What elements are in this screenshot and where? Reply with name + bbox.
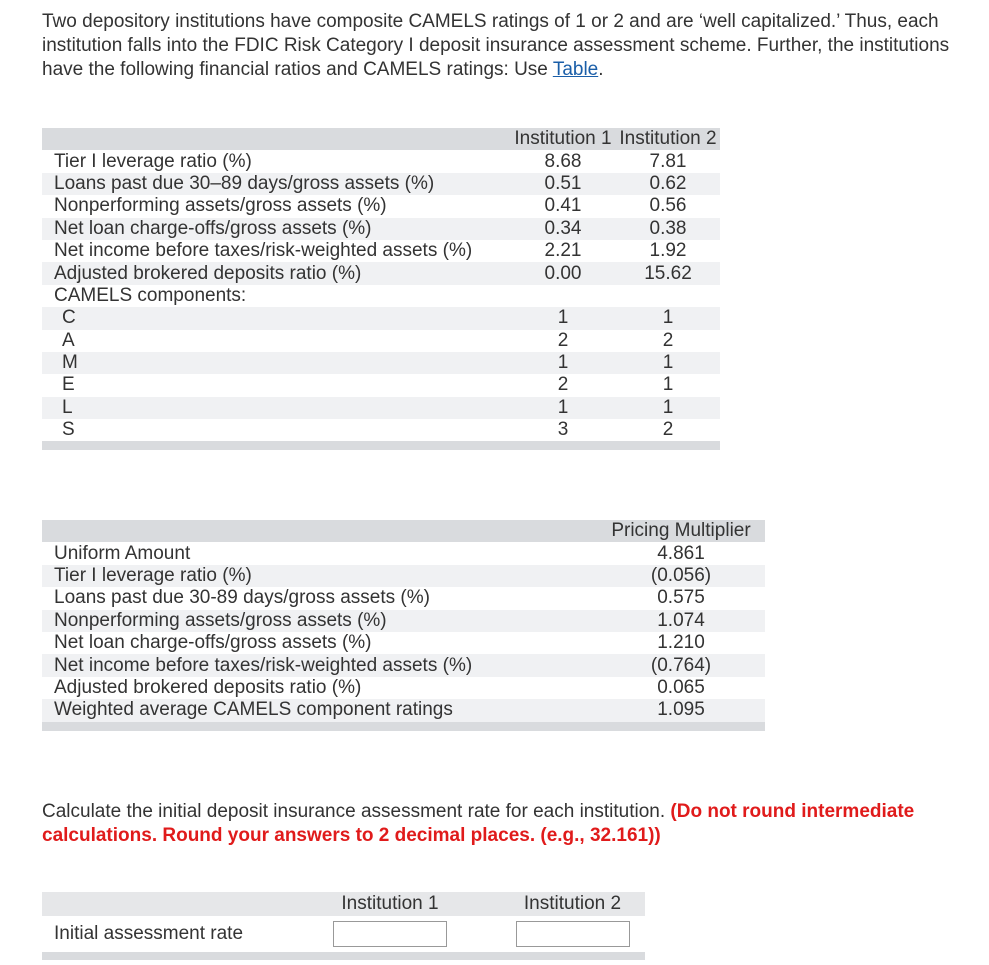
row-label: Nonperforming assets/gross assets (%) <box>54 195 387 217</box>
row-label: CAMELS components: <box>54 284 247 306</box>
answer-header-institution-2: Institution 2 <box>510 892 635 916</box>
row-label: Loans past due 30-89 days/gross assets (%) <box>54 587 430 609</box>
institution-2-value: 7.81 <box>649 150 687 172</box>
header-blank <box>42 520 597 542</box>
table-row <box>42 374 720 396</box>
table-row <box>42 218 720 240</box>
rounding-instructions: (Do not round intermediate calculations. Round your answers to 2 decimal places. (e.g., 32.161)) <box>42 801 915 846</box>
camels-letter: L <box>42 397 510 419</box>
row-label: Net loan charge-offs/gross assets (%) <box>54 632 372 654</box>
table-row <box>42 610 765 632</box>
institution-2-value: 0.56 <box>649 195 687 217</box>
institution-2-value: 1 <box>616 397 720 419</box>
institution-1-value: 0.41 <box>544 195 582 217</box>
institution-1-value: 1 <box>510 352 616 374</box>
table-header-row <box>42 520 765 542</box>
header-blank <box>42 128 510 150</box>
row-label: Net income before taxes/risk-weighted assets (%) <box>54 240 473 262</box>
institution-1-value: 0.00 <box>510 262 616 284</box>
table-row <box>42 330 720 352</box>
camels-letter: C <box>42 307 510 329</box>
table-header-row <box>42 128 720 150</box>
answer-table <box>42 892 645 960</box>
institution-1-value: 2.21 <box>544 240 582 262</box>
multiplier-value: (0.056) <box>597 565 765 587</box>
pricing-multiplier-table <box>42 520 765 731</box>
table-row <box>42 654 765 676</box>
row-label: Uniform Amount <box>54 542 191 564</box>
intro-text: Two depository institutions have composite CAMELS ratings of 1 or 2 and are ‘well capitalized.’ Thus, each institution falls into the FDIC Risk Category I deposit insurance assessment scheme. Further, the institutions have the following financial ratios and CAMELS ratings: Use <box>42 11 950 80</box>
initial-assessment-rate-label: Initial assessment rate <box>54 923 244 944</box>
institution-1-value <box>510 285 616 307</box>
table-row <box>42 397 720 419</box>
table-row <box>42 262 720 284</box>
answer-header-institution-1: Institution 1 <box>330 892 450 916</box>
row-label: Net loan charge-offs/gross assets (%) <box>42 218 510 240</box>
camels-letter: S <box>62 419 75 441</box>
table-row <box>42 677 765 699</box>
camels-letter: A <box>62 329 75 351</box>
row-label: Net income before taxes/risk-weighted assets (%) <box>42 654 597 676</box>
multiplier-value: 1.095 <box>597 699 765 721</box>
row-label: Tier I leverage ratio (%) <box>54 150 252 172</box>
header-institution-1: Institution 1 <box>510 128 616 150</box>
header-institution-2: Institution 2 <box>616 128 720 150</box>
multiplier-value: 0.065 <box>657 676 705 698</box>
row-label: Nonperforming assets/gross assets (%) <box>42 610 597 632</box>
table-row <box>42 285 720 307</box>
table-row <box>42 632 765 654</box>
institution-1-value: 3 <box>557 419 569 441</box>
institution-2-value: 15.62 <box>616 262 720 284</box>
table-row <box>42 352 720 374</box>
financial-ratios-table <box>42 128 720 450</box>
multiplier-value: (0.764) <box>597 654 765 676</box>
institution-1-value: 2 <box>557 329 569 351</box>
institution-1-value: 0.34 <box>510 218 616 240</box>
multiplier-value: 1.210 <box>657 632 705 654</box>
institution-2-value: 0.62 <box>616 173 720 195</box>
row-label: Adjusted brokered deposits ratio (%) <box>54 676 362 698</box>
table-row <box>42 150 720 172</box>
table-row <box>42 699 765 721</box>
table-row <box>42 419 720 441</box>
camels-letter: E <box>62 374 75 396</box>
header-pricing-multiplier: Pricing Multiplier <box>597 520 765 542</box>
institution-2-value: 2 <box>662 419 674 441</box>
institution-2-value: 1 <box>616 352 720 374</box>
table-row <box>42 542 765 564</box>
answer-header-row <box>42 892 645 916</box>
institution-1-value: 8.68 <box>544 150 582 172</box>
multiplier-value: 4.861 <box>657 542 705 564</box>
institution-2-value: 1.92 <box>649 240 687 262</box>
multiplier-value: 1.074 <box>597 610 765 632</box>
answer-footer-bar <box>42 952 645 960</box>
institution-2-value <box>616 285 720 307</box>
table-row <box>42 307 720 329</box>
institution-1-value: 1 <box>510 397 616 419</box>
row-label: Loans past due 30–89 days/gross assets (%) <box>42 173 510 195</box>
table-row <box>42 565 765 587</box>
institution-2-value: 2 <box>662 329 674 351</box>
table-row <box>42 240 720 262</box>
table-row <box>42 195 720 217</box>
table-row <box>42 587 765 609</box>
table-row <box>42 173 720 195</box>
question-prompt <box>42 800 977 848</box>
institution-1-value: 1 <box>510 307 616 329</box>
question-text: Calculate the initial deposit insurance assessment rate for each institution. <box>42 801 671 822</box>
institution-2-rate-input[interactable] <box>516 921 630 947</box>
table-footer-bar <box>42 441 720 450</box>
intro-end: . <box>598 59 604 80</box>
multiplier-value: 0.575 <box>657 587 705 609</box>
institution-2-value: 0.38 <box>616 218 720 240</box>
institution-2-value: 1 <box>662 374 674 396</box>
institution-1-rate-input[interactable] <box>333 921 447 947</box>
table-footer-bar <box>42 722 765 731</box>
row-label: Tier I leverage ratio (%) <box>42 565 597 587</box>
table-link[interactable]: Table <box>552 59 599 80</box>
problem-intro <box>42 10 977 82</box>
row-label: Adjusted brokered deposits ratio (%) <box>42 262 510 284</box>
institution-1-value: 0.51 <box>510 173 616 195</box>
answer-row <box>42 916 645 952</box>
row-label: Weighted average CAMELS component ratings <box>42 699 597 721</box>
institution-1-value: 2 <box>557 374 569 396</box>
institution-2-value: 1 <box>616 307 720 329</box>
camels-letter: M <box>42 352 510 374</box>
